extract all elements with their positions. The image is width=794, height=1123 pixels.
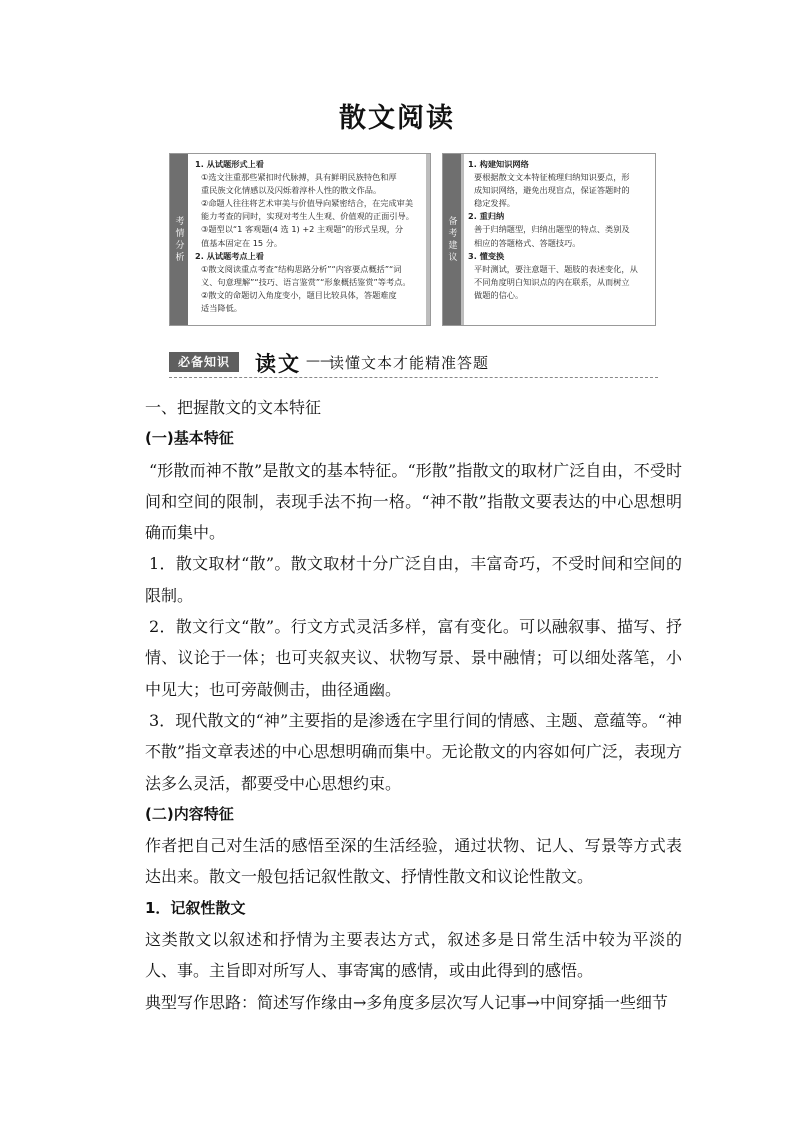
panel-heading: 1. 从试题形式上看 bbox=[195, 159, 264, 169]
exam-analysis-panel bbox=[169, 153, 431, 326]
panel-line: ②散文的命题切入角度变小，题目比较具体，答题难度 bbox=[201, 289, 397, 300]
panel-heading: 2. 重归纳 bbox=[468, 211, 505, 222]
panel-heading: 2. 从试题考点上看 bbox=[195, 250, 264, 261]
panel-line: 重民族文化情感以及闪烁着淳朴人性的散文作品。 bbox=[201, 185, 382, 196]
banner-tag: 必备知识 bbox=[169, 352, 239, 372]
paragraph: “形散而神不散”是散文的基本特征。“形散”指散文的取材广泛自由，不受时间和空间的限制，表现手法不拘一格。“神不散”指散文要表达的中心思想明确而集中。 bbox=[145, 460, 682, 543]
paragraph: 作者把自己对生活的感悟至深的生活经验，通过状物、记人、写景等方式表达出来。散文一般包括记叙性散文、抒情性散文和议论性散文。 bbox=[145, 836, 682, 887]
panel-heading: 1. 构建知识网络 bbox=[468, 159, 529, 169]
banner-dash: —— bbox=[306, 353, 334, 369]
panel-line: 适当降低。 bbox=[201, 303, 242, 314]
section-banner bbox=[169, 347, 658, 378]
subsection-heading: (一)基本特征 bbox=[145, 429, 234, 448]
paragraph: 这类散文以叙述和抒情为主要表达方式，叙述多是日常生活中较为平淡的人、事。主旨即对所写人、事寄寓的感情，或由此得到的感悟。 bbox=[145, 930, 682, 981]
panel-line: 成知识网络，避免出现盲点，保证答题时的 bbox=[474, 185, 630, 196]
panel-line: ①选文注重那些紧扣时代脉搏，具有鲜明民族特色和厚 bbox=[201, 172, 397, 183]
subsection-heading: 1．记叙性散文 bbox=[145, 898, 246, 917]
panel-accent-bar bbox=[461, 154, 464, 325]
panel-line: 稳定发挥。 bbox=[474, 198, 515, 209]
panel-line: 要根据散文文本特征梳理归纳知识要点，形 bbox=[474, 172, 630, 183]
review-suggestions-panel bbox=[442, 153, 656, 326]
banner-subtitle: 读懂文本才能精准答题 bbox=[329, 354, 490, 372]
paragraph: 2．散文行文“散”。行文方式灵活多样，富有变化。可以融叙事、描写、抒情、议论于一体；也可夹叙夹议、状物写景、景中融情；可以细处落笔，小中见大；也可旁敲侧击，曲径通幽。 bbox=[145, 617, 682, 699]
paragraph: 典型写作思路：简述写作缘由→多角度多层次写人记事→中间穿插一些细节 bbox=[145, 992, 668, 1012]
exam-analysis-side-label: 考情分析 bbox=[170, 154, 188, 325]
panel-heading: 3. 懂变换 bbox=[468, 250, 505, 261]
panel-line: 平时测试，要注意题干、题肢的表述变化，从 bbox=[474, 263, 638, 274]
panel-line: 善于归纳题型，归纳出题型的特点、类别及 bbox=[474, 224, 630, 235]
panel-line: 做题的信心。 bbox=[474, 289, 524, 300]
exam-analysis-content bbox=[195, 158, 422, 315]
review-suggestions-side-label: 备考建议 bbox=[443, 154, 461, 325]
panel-line: ③题型以“1 客观题(4 选 1) +2 主观题”的形式呈现，分 bbox=[201, 224, 404, 235]
subsection-heading: (二)内容特征 bbox=[145, 804, 234, 823]
paragraph: 3．现代散文的“神”主要指的是渗透在字里行间的情感、主题、意蕴等。“神不散”指文章表述的中心思想明确而集中。无论散文的内容如何广泛，表现方法多么灵活，都要受中心思想约束。 bbox=[145, 710, 682, 793]
banner-heading: 读文 bbox=[255, 352, 301, 376]
panel-line: 值基本固定在 15 分。 bbox=[201, 237, 283, 248]
panel-line: 义、句意理解”“技巧、语言鉴赏”“形象概括鉴赏”等考点。 bbox=[201, 276, 411, 287]
panel-line: 能力考查的同时，实现对考生人生观、价值观的正面引导。 bbox=[201, 211, 414, 222]
paragraph: 1．散文取材“散”。散文取材十分广泛自由，丰富奇巧，不受时间和空间的限制。 bbox=[145, 554, 682, 605]
panel-line: 相应的答题格式、答题技巧。 bbox=[474, 237, 581, 248]
panel-line: 不同角度明白知识点的内在联系，从而树立 bbox=[474, 276, 630, 287]
main-text bbox=[145, 392, 682, 1018]
page-title: 散文阅读 bbox=[339, 103, 455, 134]
panel-accent-bar bbox=[426, 154, 430, 325]
panel-line: ②命题人往往将艺术审美与价值导向紧密结合，在完成审美 bbox=[201, 198, 414, 209]
review-suggestions-content bbox=[468, 158, 647, 302]
panel-line: ①散文阅读重点考查“结构思路分析”“内容要点概括”“词 bbox=[201, 263, 402, 274]
section-heading: 一、把握散文的文本特征 bbox=[145, 398, 322, 417]
